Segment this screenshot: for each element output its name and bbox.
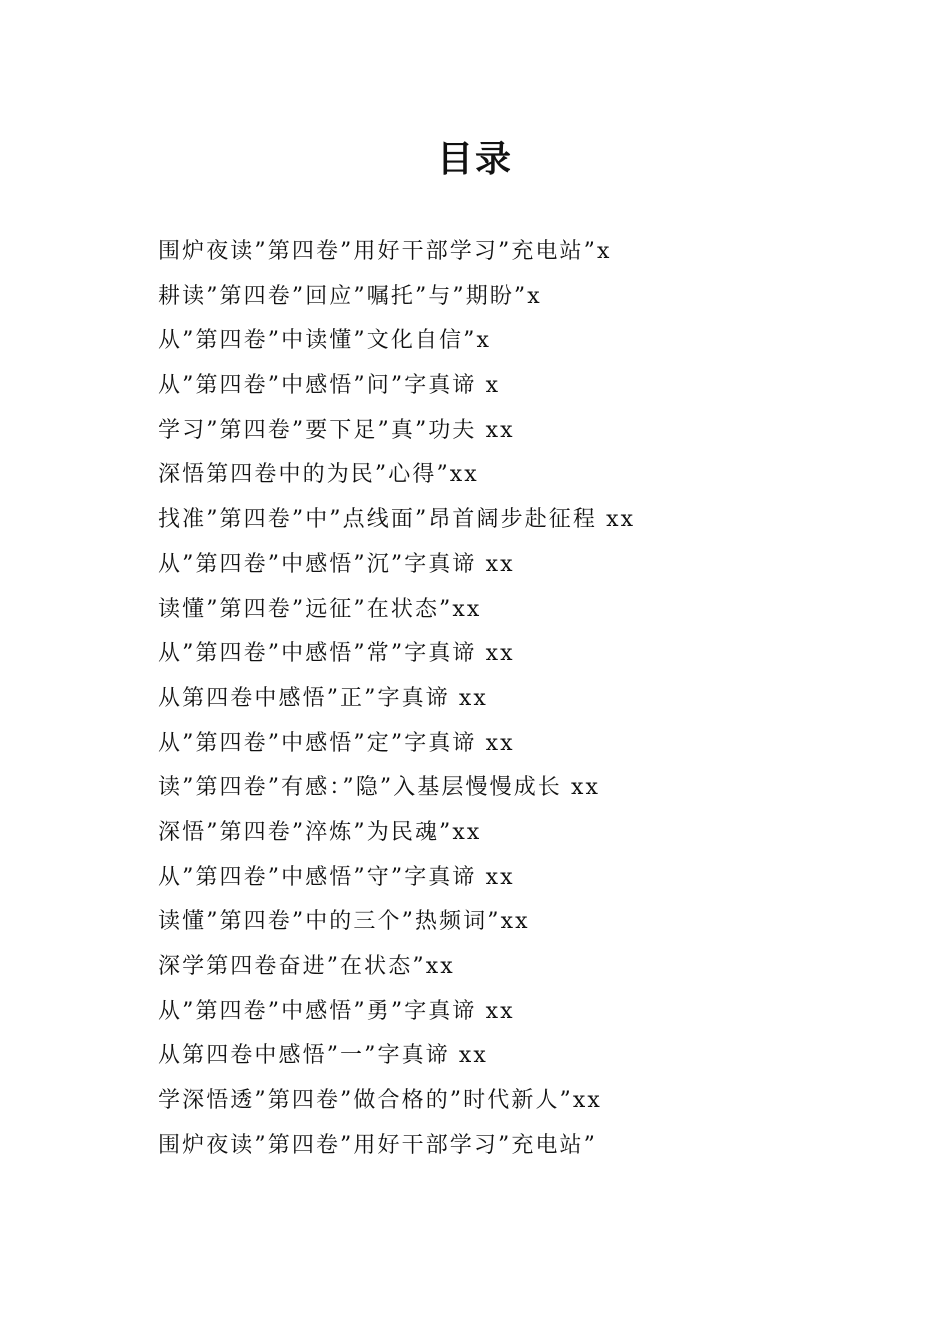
toc-entry: 从”第四卷”中感悟”定”字真谛 xx [158, 730, 515, 756]
toc-entry: 读”第四卷”有感：”隐”入基层慢慢成长 xx [158, 775, 600, 801]
toc-entry: 深悟”第四卷”淬炼”为民魂”xx [158, 819, 482, 845]
toc-entry: 从第四卷中感悟”一”字真谛 xx [158, 1043, 488, 1069]
toc-entry: 从”第四卷”中读懂”文化自信”x [158, 328, 491, 354]
toc-entry: 深悟第四卷中的为民”心得”xx [158, 462, 479, 488]
toc-entry: 从”第四卷”中感悟”守”字真谛 xx [158, 864, 515, 890]
toc-entry: 从”第四卷”中感悟”沉”字真谛 xx [158, 551, 515, 577]
toc-entry: 学习”第四卷”要下足”真”功夫 xx [158, 417, 515, 443]
toc-entry: 从”第四卷”中感悟”常”字真谛 xx [158, 641, 515, 667]
toc-entry: 从第四卷中感悟”正”字真谛 xx [158, 685, 488, 711]
toc-entry: 从”第四卷”中感悟”勇”字真谛 xx [158, 998, 515, 1024]
toc-entry: 深学第四卷奋进”在状态”xx [158, 954, 455, 979]
toc-entry: 学深悟透”第四卷”做合格的”时代新人”xx [158, 1088, 602, 1114]
toc-entry: 找准”第四卷”中”点线面”昂首阔步赴征程 xx [158, 507, 636, 533]
toc-entry: 从”第四卷”中感悟”问”字真谛 x [158, 373, 501, 399]
table-of-contents [158, 230, 878, 1168]
toc-entry: 围炉夜读”第四卷”用好干部学习”充电站”x [158, 239, 612, 264]
toc-entry: 围炉夜读”第四卷”用好干部学习”充电站” [158, 1132, 597, 1158]
toc-entry: 耕读”第四卷”回应”嘱托”与”期盼”x [158, 283, 542, 309]
page-title: 目录 [436, 138, 513, 180]
toc-entry: 读懂”第四卷”远征”在状态”xx [158, 596, 482, 622]
toc-entry: 读懂”第四卷”中的三个”热频词”xx [158, 909, 530, 935]
